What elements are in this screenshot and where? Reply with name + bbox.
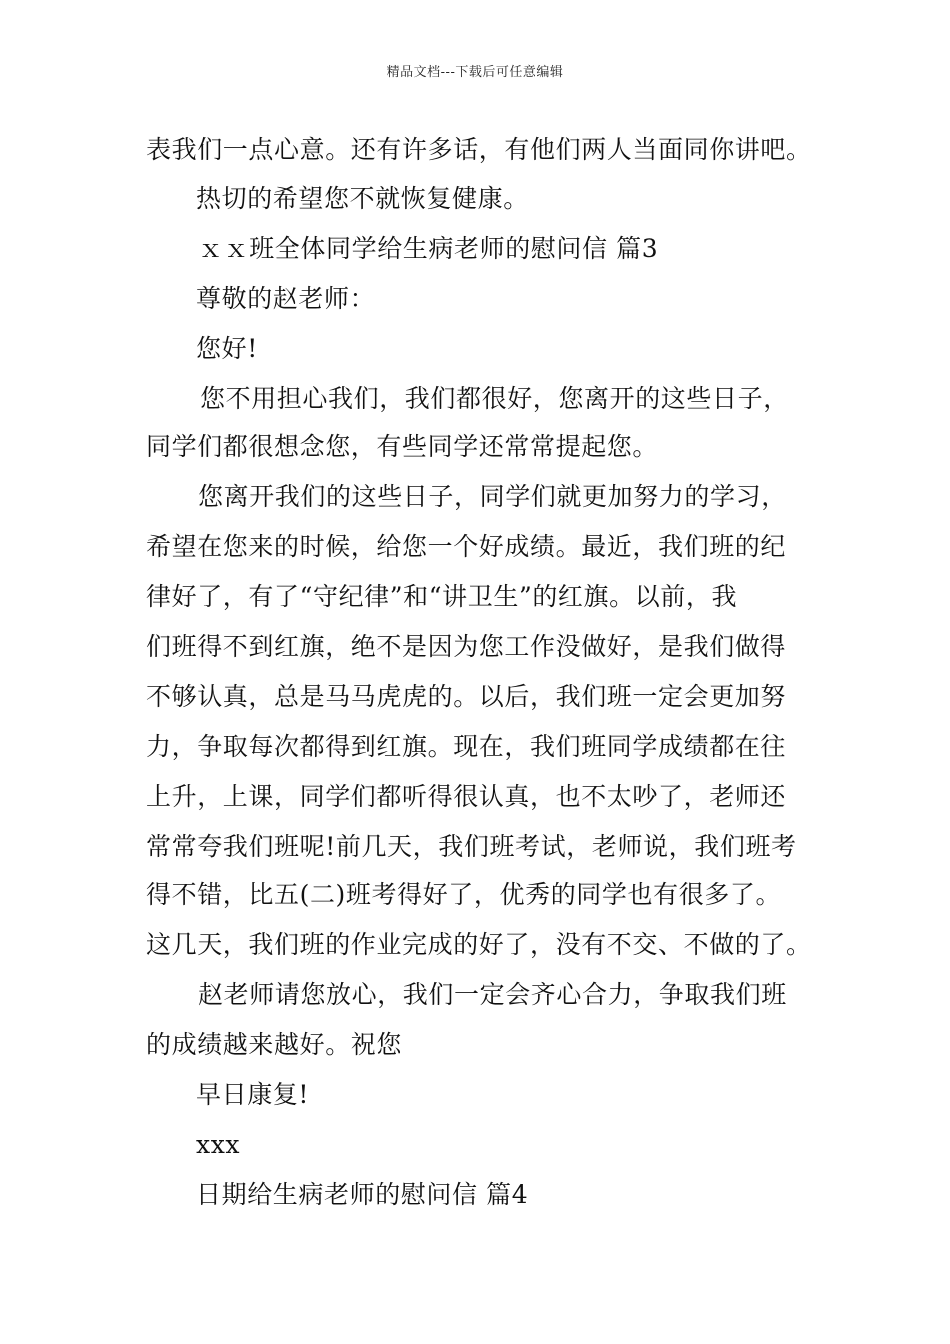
- body-line: 的成绩越来越好。祝您: [146, 1030, 403, 1059]
- body-line: 同学们都很想念您，有些同学还常常提起您。: [146, 432, 659, 461]
- body-line: 不够认真，总是马马虎虎的。以后，我们班一定会更加努: [146, 682, 787, 711]
- page-header: 精品文档---下载后可任意编辑: [386, 65, 564, 80]
- body-line: 律好了，有了“守纪律”和“讲卫生”的红旗。以前，我: [146, 582, 738, 611]
- body-line: 您离开我们的这些日子，同学们就更加努力的学习，: [198, 482, 787, 511]
- greeting: 您好!: [196, 334, 258, 363]
- body-line: 您不用担心我们，我们都很好，您离开的这些日子，: [200, 384, 789, 413]
- body-line: 热切的希望您不就恢复健康。: [196, 184, 529, 213]
- section-title: ｘｘ班全体同学给生病老师的慰问信 篇3: [198, 234, 659, 263]
- body-line: 上升，上课，同学们都听得很认真，也不太吵了，老师还: [146, 782, 787, 811]
- body-line: 得不错，比五(二)班考得好了，优秀的同学也有很多了。: [146, 880, 782, 909]
- body-line: 力，争取每次都得到红旗。现在，我们班同学成绩都在往: [146, 732, 787, 761]
- salutation: 尊敬的赵老师：: [196, 284, 376, 313]
- body-line: 赵老师请您放心，我们一定会齐心合力，争取我们班: [198, 980, 787, 1009]
- body-line: 希望在您来的时候，给您一个好成绩。最近，我们班的纪: [146, 532, 787, 561]
- body-line: 常常夸我们班呢!前几天，我们班考试，老师说，我们班考: [146, 832, 797, 861]
- body-line: 表我们一点心意。还有许多话，有他们两人当面同你讲吧。: [146, 135, 812, 164]
- body-line: 这几天，我们班的作业完成的好了，没有不交、不做的了。: [146, 930, 812, 959]
- body-line: 们班得不到红旗，绝不是因为您工作没做好，是我们做得: [146, 632, 787, 661]
- closing-wish: 早日康复!: [196, 1080, 310, 1109]
- signature: xxx: [196, 1130, 241, 1159]
- section-title: 日期给生病老师的慰问信 篇4: [196, 1180, 529, 1209]
